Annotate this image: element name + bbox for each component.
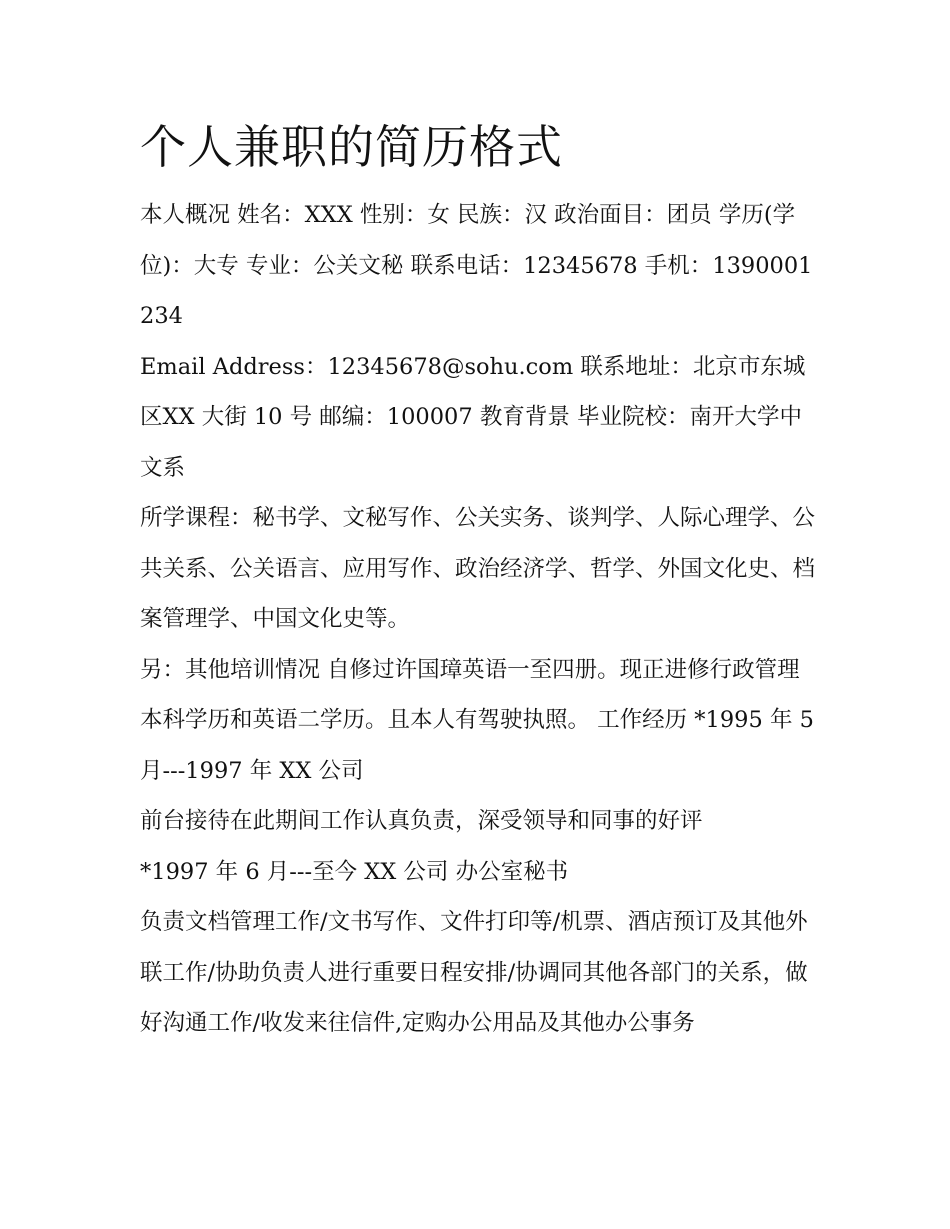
paragraph-personal-info: 本人概况 姓名：XXX 性别：女 民族：汉 政治面目：团员 学历(学位)：大专 专业：公关文秘 联系电话：12345678 手机：1390001234 [140, 202, 813, 329]
paragraph-training-experience: 另：其他培训情况 自修过许国璋英语一至四册。现正进修行政管理本科学历和英语二学历。且本人有驾驶执照。 工作经历 *1995 年 5 月---1997 年 XX 公司 [140, 656, 814, 784]
document-title: 个人兼职的简历格式 [140, 120, 563, 174]
paragraph-secretary-role: *1997 年 6 月---至今 XX 公司 办公室秘书 [140, 858, 569, 885]
paragraph-responsibilities: 负责文档管理工作/文书写作、文件打印等/机票、酒店预订及其他外联工作/协助负责人进行重要日程安排/协调同其他各部门的关系，做好沟通工作/收发来往信件,定购办公用品及其他办公事务 [140, 909, 808, 1036]
paragraph-courses: 所学课程：秘书学、文秘写作、公关实务、谈判学、人际心理学、公共关系、公关语言、应用写作、政治经济学、哲学、外国文化史、档案管理学、中国文化史等。 [140, 505, 816, 632]
paragraph-contact-education: Email Address：12345678@sohu.com 联系地址：北京市东城区XX 大街 10 号 邮编：100007 教育背景 毕业院校：南开大学中文系 [140, 353, 806, 481]
paragraph-reception-role: 前台接待在此期间工作认真负责，深受领导和同事的好评 [140, 808, 703, 834]
document-page [140, 112, 820, 1049]
